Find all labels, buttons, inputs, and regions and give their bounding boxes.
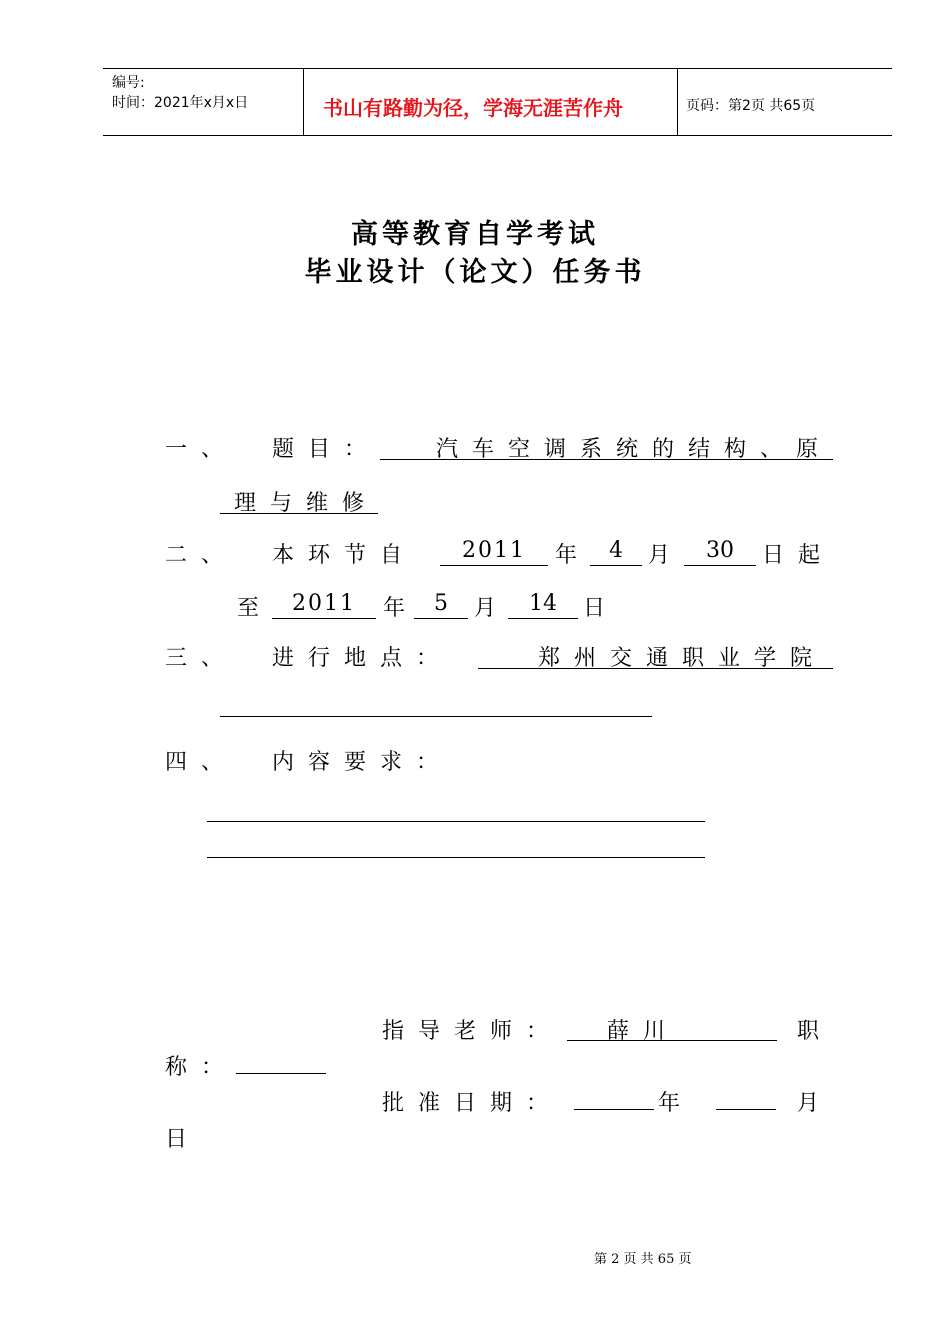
item-2-label: 本环节自 [272, 543, 417, 568]
item-1-value-field [380, 432, 833, 460]
item-1-number: 一、 [165, 437, 238, 462]
approval-label: 批准日期： [382, 1091, 563, 1116]
item-1-label: 题目： [272, 437, 381, 462]
end-year-char: 年 [383, 596, 406, 621]
title-line-1: 高等教育自学考试 [351, 219, 599, 250]
start-year-field: 2011 [440, 538, 548, 566]
header-motto: 书山有路勤为径，学海无涯苦作舟 [323, 96, 623, 120]
title-field [236, 1073, 326, 1074]
header-divider-right [677, 68, 678, 135]
header-code-label: 编号: [112, 75, 145, 91]
start-month-char: 月 [648, 543, 671, 568]
end-day-field: 14 [508, 591, 578, 619]
advisor-label: 指导老师： [382, 1019, 563, 1044]
start-day-field: 30 [684, 538, 756, 566]
title-label-part1: 职 [797, 1019, 820, 1044]
approval-month-char: 月 [797, 1091, 820, 1116]
end-year-field: 2011 [272, 591, 376, 619]
header-divider-left [303, 68, 304, 135]
item-1-value-part1: 汽车空调系统的结构、原 [436, 437, 833, 462]
start-month-field: 4 [590, 538, 642, 566]
start-day-qi: 日起 [762, 543, 835, 568]
end-day-char: 日 [583, 596, 606, 621]
approval-year-field [574, 1109, 654, 1110]
end-to-char: 至 [237, 596, 260, 621]
approval-day-char: 日 [165, 1127, 188, 1152]
item-4-number: 四、 [165, 750, 238, 775]
item-1-value-part2: 理与维修 [220, 486, 378, 514]
advisor-field [567, 1014, 777, 1044]
header-top-rule [103, 68, 892, 69]
item-3-value-field [478, 641, 833, 669]
item-2-number: 二、 [165, 543, 238, 568]
advisor-name: 薛川 [607, 1019, 680, 1044]
header-page-info: 页码：第2页 共65页 [686, 98, 816, 114]
start-year-char: 年 [555, 543, 578, 568]
content-line-1 [207, 821, 705, 822]
header-bottom-rule [103, 135, 892, 136]
header-time: 时间：2021年x月x日 [112, 95, 249, 111]
item-3-number: 三、 [165, 646, 238, 671]
title-line-2: 毕业设计（论文）任务书 [304, 257, 646, 288]
item-3-extra-line [220, 716, 652, 717]
item-3-label: 进行地点： [272, 646, 453, 671]
title-label-part2: 称： [165, 1055, 238, 1080]
item-4-label: 内容要求： [272, 750, 453, 775]
content-line-2 [207, 857, 705, 858]
approval-month-field [716, 1109, 776, 1110]
item-3-value: 郑州交通职业学院 [538, 646, 827, 671]
end-month-field: 5 [414, 591, 468, 619]
approval-year-char: 年 [658, 1091, 681, 1116]
footer-page-number: 第 2 页 共 65 页 [594, 1252, 692, 1267]
end-month-char: 月 [474, 596, 497, 621]
